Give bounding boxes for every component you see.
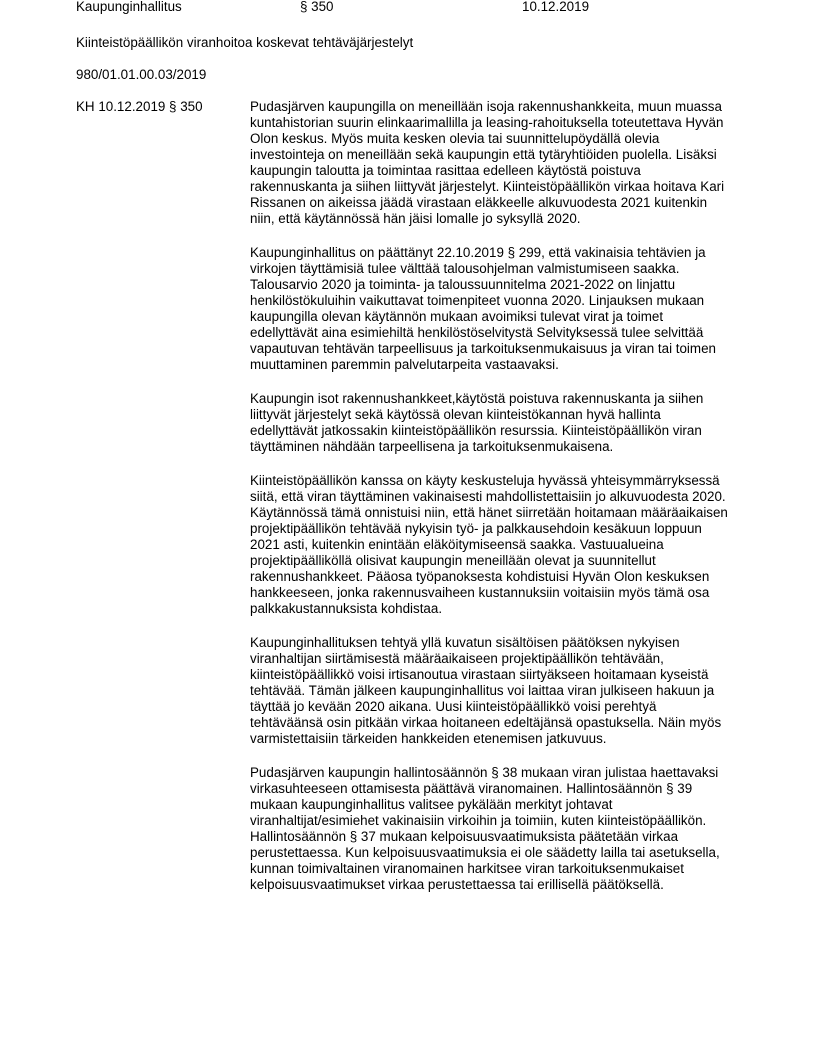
paragraph-need-assessment: Kaupungin isot rakennushankkeet,käytöstä poistuva rakennuskanta ja siihen liittyvät järjestelyt sekä käytössä olevan kiinteistökannan hyvä hallinta edellyttävät jatkossakin kiinteistöpäällikön resurssia. Kiinteistöpäällikön viran täyttäminen nähdään tarpeellisena ja tarkoituksenmukaisena.: [250, 391, 704, 454]
page-header: [0, 0, 816, 16]
document-id: 980/01.01.00.03/2019: [76, 67, 207, 82]
meeting-reference: KH 10.12.2019 § 350: [76, 99, 203, 114]
decision-body: [250, 99, 730, 893]
paragraph-transition-plan: Kiinteistöpäällikön kanssa on käyty keskusteluja hyvässä yhteisymmärryksessä siitä, että viran täyttäminen vakinaisesti mahdollistettaisiin jo alkuvuodesta 2020. Käytännössä tämä onnistuisi niin, että hänet siirretään hoitamaan määräaikaisen projektipäällikön tehtävää nykyisin työ- ja palkkausehdoin kesäkuun loppuun 2021 asti, kuitenkin enintään eläköitymiseensä saakka. Vastuualueina projektipäälliköllä olisivat kaupungin meneillään olevat ja suunnitellut rakennushankkeet. Pääosa työpanoksesta kohdistuisi Hyvän Olon keskuksen hankkeeseen, jonka rakennusvaiheen kustannuksiin voitaisiin myös tämä osa palkkakustannuksista kohdistaa.: [250, 473, 728, 616]
paragraph-recruitment: Kaupunginhallituksen tehtyä yllä kuvatun sisältöisen päätöksen nykyisen viranhaltijan siirtämisestä määräaikaiseen projektipäällikön tehtävään, kiinteistöpäällikkö voisi irtisanoutua virastaan siirtyäkseen hoitamaan kyseistä tehtävää. Tämän jälkeen kaupunginhallitus voi laittaa viran julkiseen hakuun ja täyttää jo kevään 2020 aikana. Uusi kiinteistöpäällikkö voisi perehtyä tehtäväänsä osin pitkään virkaa hoitaneen edeltäjänsä opastuksella. Näin myös varmistettaisiin tärkeiden hankkeiden etenemisen jatkuvuus.: [250, 635, 722, 746]
paragraph-background: Pudasjärven kaupungilla on meneillään isoja rakennushankkeita, muun muassa kuntahistorian suurin elinkaarimallilla ja leasing-rahoituksella toteutettava Hyvän Olon keskus. Myös muita kesken olevia tai suunnittelupöydällä olevia investointeja on meneillään sekä kaupungin että tytäryhtiöiden puolella. Lisäksi kaupungin taloutta ja toimintaa rasittaa edelleen käytöstä poistuva rakennuskanta ja siihen liittyvät järjestelyt. Kiinteistöpäällikön virkaa hoitava Kari Rissanen on aikeissa jäädä virastaan eläkkeelle alkuvuodesta 2021 kuitenkin niin, että käytännössä hän jäisi lomalle jo syksyllä 2020.: [250, 99, 725, 226]
paragraph-rules-37: Hallintosäännön § 37 mukaan kelpoisuusvaatimuksista päätetään virkaa perustettaessa. Kun kelpoisuusvaatimuksia ei ole säädetty lailla tai asetuksella, kunnan toimivaltainen viranomainen harkitsee viran tarkoituksenmukaiset kelpoisuusvaatimukset virkaa perustettaessa tai erillisellä päätöksellä.: [250, 829, 720, 892]
header-date: 10.12.2019: [522, 0, 590, 14]
matter-title: Kiinteistöpäällikön viranhoitoa koskevat tehtäväjärjestelyt: [76, 35, 414, 50]
header-section: § 350: [300, 0, 334, 14]
paragraph-staffing-policy: Kaupunginhallitus on päättänyt 22.10.2019 § 299, että vakinaisia tehtävien ja virkojen täyttämisiä tulee välttää talousohjelman valmistumiseen saakka. Talousarvio 2020 ja toiminta- ja taloussuunnitelma 2021-2022 on linjattu henkilöstökuluihin vaikuttavat toimenpiteet vuonna 2020. Linjauksen mukaan kaupungilla olevan käytännön mukaan avoimiksi tulevat virat ja toimet edellyttävät aina esimiehiltä henkilöstöselvitystä Selvityksessä tulee selvittää vapautuvan tehtävän tarpeellisuus ja tarkoituksenmukaisuus ja viran tai toimen muuttaminen paremmin palvelutarpeita vastaavaksi.: [250, 245, 716, 372]
header-body: Kaupunginhallitus: [76, 0, 182, 14]
paragraph-rules-38-39: Pudasjärven kaupungin hallintosäännön § 38 mukaan viran julistaa haettavaksi virkasuhteeseen ottamisesta päättävä viranomainen. Hallintosäännön § 39 mukaan kaupunginhallitus valitsee pykälään merkityt johtavat viranhaltijat/esimiehet vakinaisiin virkoihin ja toimiin, kuten kiinteistöpäällikön.: [250, 765, 719, 828]
